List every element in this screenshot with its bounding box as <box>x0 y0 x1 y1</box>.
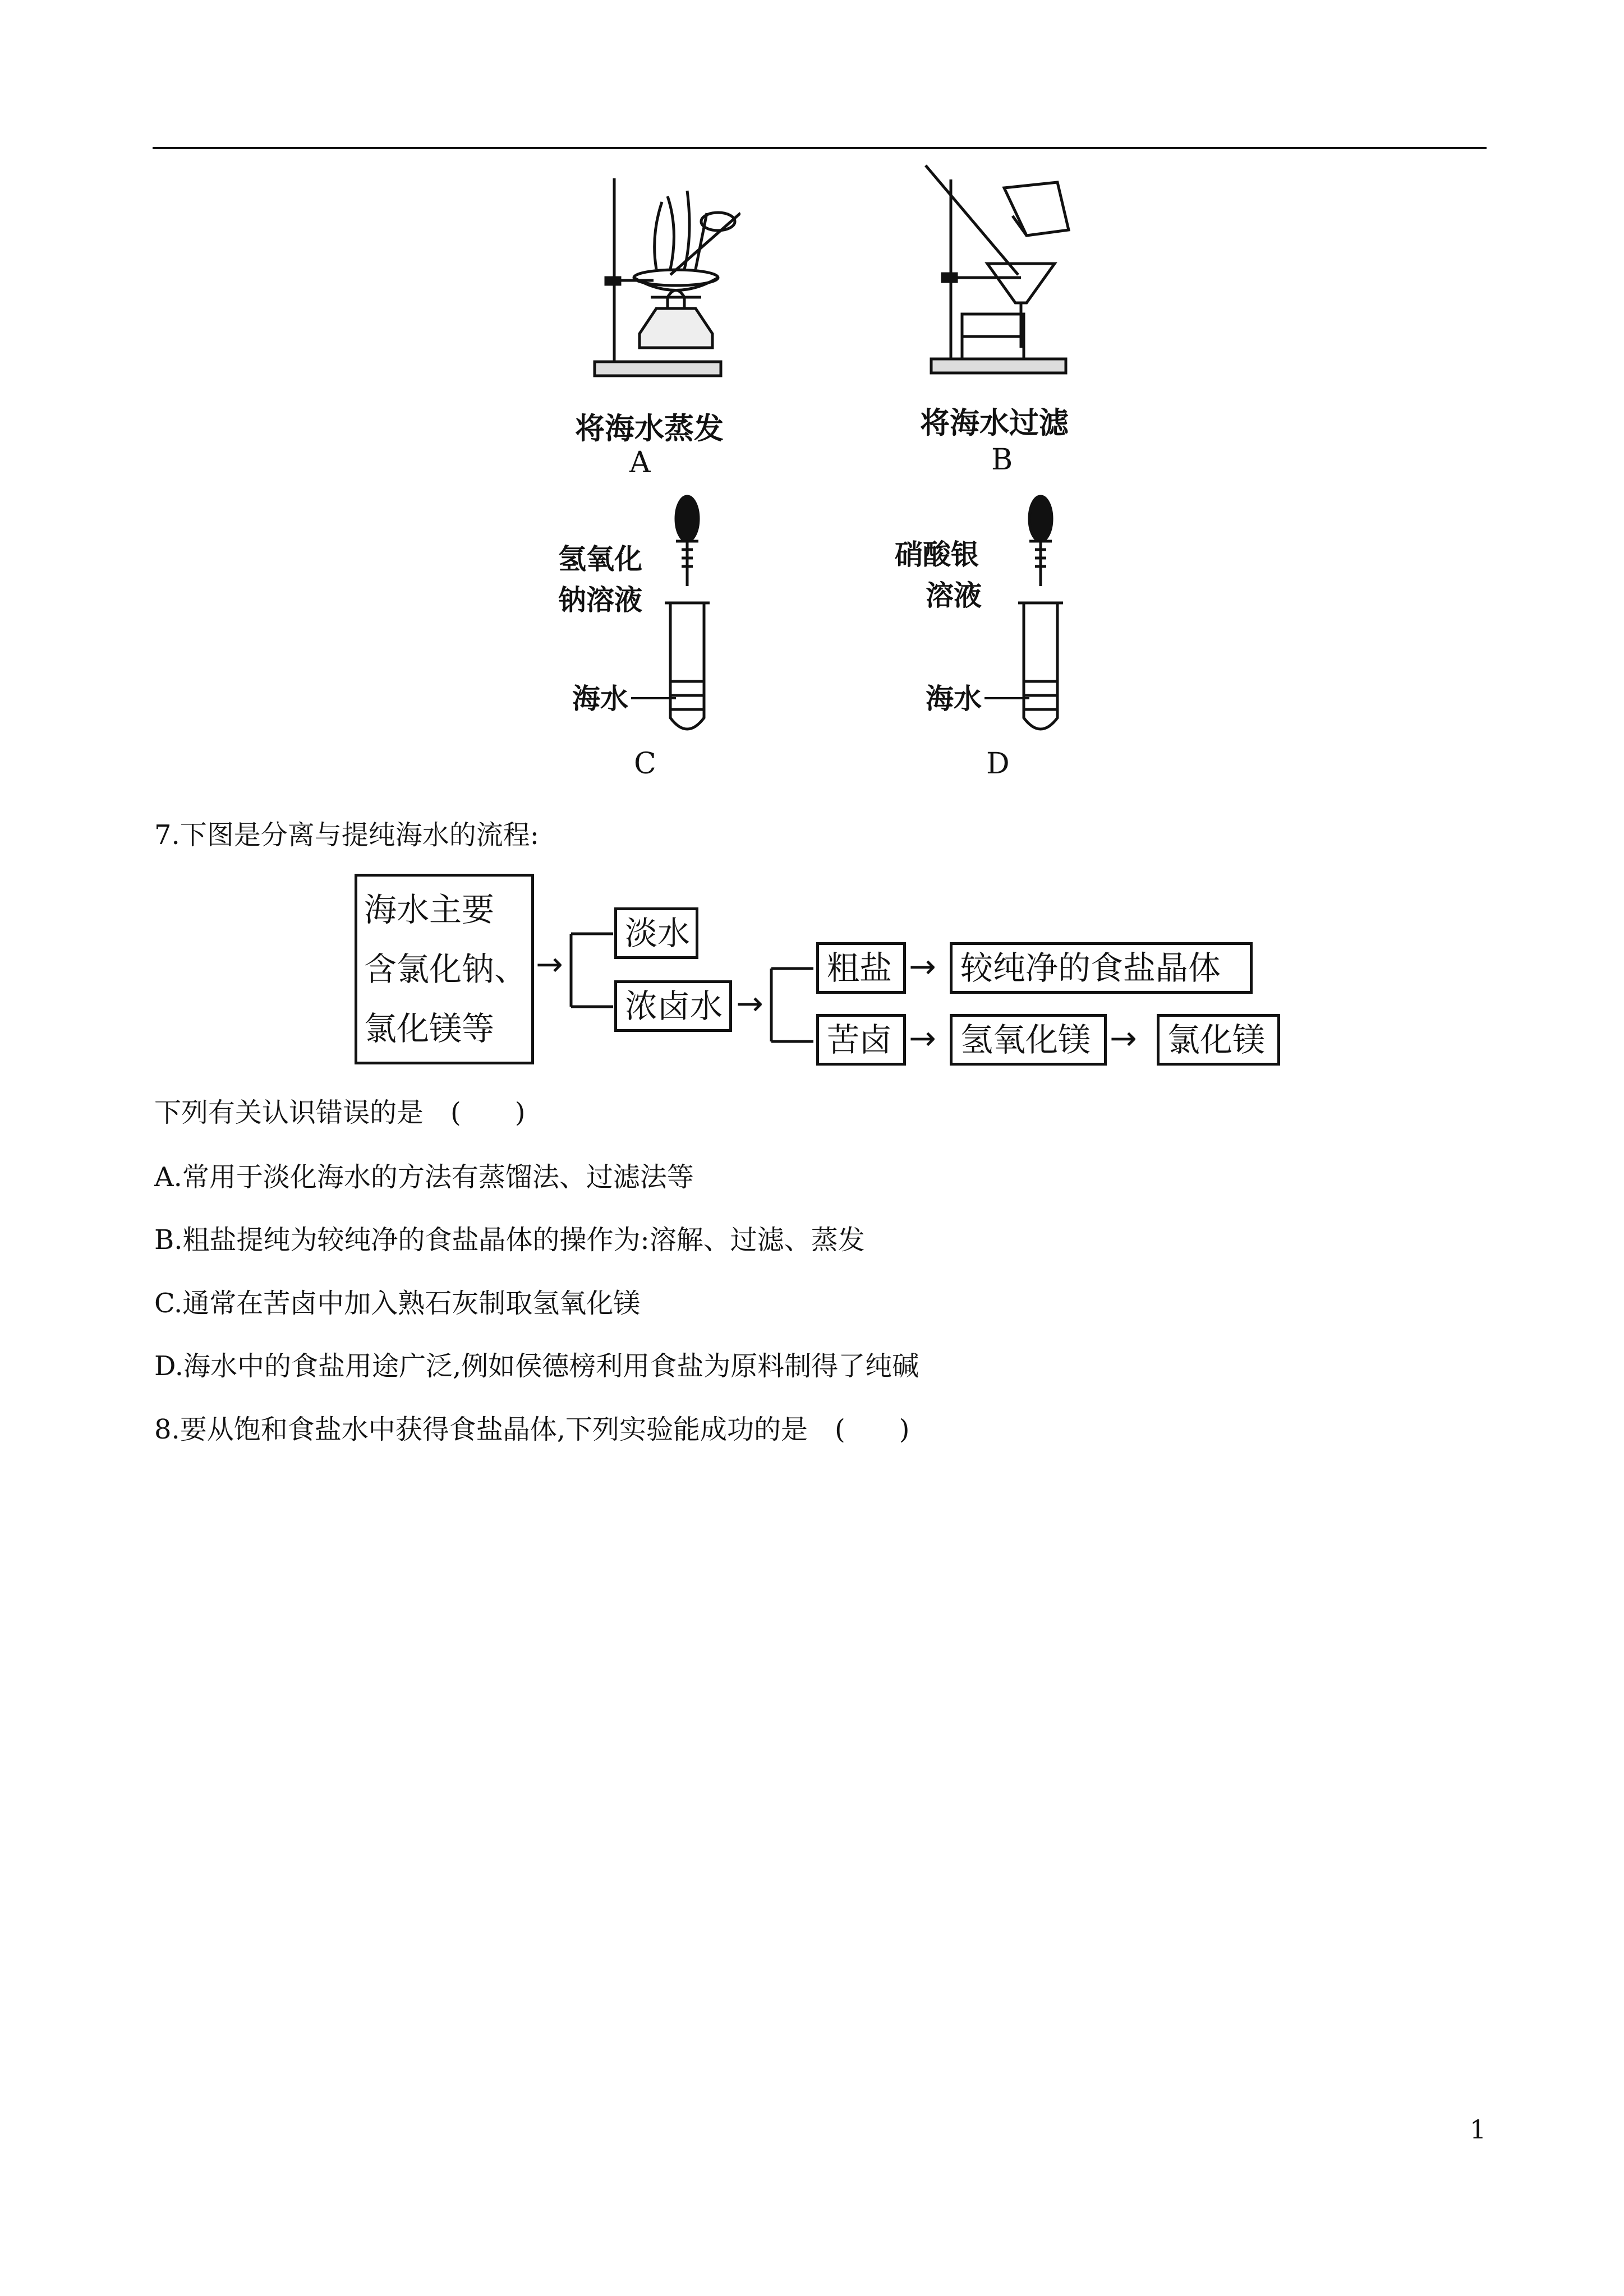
flow-source-box <box>355 874 534 1064</box>
figure-d-reagent-line1: 硝酸银 <box>895 538 979 571</box>
flow-brine-label: 浓卤水 <box>625 987 723 1025</box>
filtration-apparatus-figure <box>920 163 1111 381</box>
figure-b-letter: B <box>991 443 1013 477</box>
page-number: 1 <box>1470 2114 1487 2145</box>
figure-c-reagent-line2: 钠溶液 <box>558 584 642 616</box>
flow-arrow-1: → <box>536 945 563 983</box>
figure-c-reagent-line1: 氢氧化 <box>558 543 642 575</box>
flow-pure-salt-label: 较纯净的食盐晶体 <box>960 949 1221 987</box>
agno3-test-tube-figure <box>1015 494 1066 740</box>
figure-c-liquid-pointer <box>631 695 676 701</box>
figure-d-reagent-line2: 溶液 <box>926 579 982 612</box>
flow-pure-salt-box <box>950 942 1253 994</box>
flow-arrow-2: → <box>736 984 763 1022</box>
flow-crude-salt-box <box>816 942 906 994</box>
flow-fresh-water-label: 淡水 <box>625 914 691 952</box>
q7-option-a: A.常用于淡化海水的方法有蒸馏法、过滤法等 <box>154 1161 694 1193</box>
figure-b-caption: 将海水过滤 <box>920 406 1069 440</box>
flow-mg-hydroxide-label: 氢氧化镁 <box>960 1021 1091 1059</box>
q7-option-b: B.粗盐提纯为较纯净的食盐晶体的操作为:溶解、过滤、蒸发 <box>154 1224 865 1256</box>
flow-crude-salt-label: 粗盐 <box>827 949 892 987</box>
flow-arrow-5: → <box>1110 1019 1137 1057</box>
flow-source-line1: 海水主要 <box>364 891 495 929</box>
figure-c-letter: C <box>634 747 656 781</box>
flow-bittern-label: 苦卤 <box>827 1021 892 1059</box>
flow-arrow-4: → <box>909 1019 936 1057</box>
figure-a-caption: 将海水蒸发 <box>575 412 724 446</box>
naoh-test-tube-figure <box>662 494 712 740</box>
header-rule <box>153 147 1487 149</box>
q7-stem: 7.下图是分离与提纯海水的流程: <box>154 819 539 851</box>
flow-brine-box <box>614 980 732 1032</box>
figure-c-liquid-label: 海水 <box>572 683 628 715</box>
flow-branch-1 <box>569 931 614 1009</box>
flow-mg-hydroxide-box <box>950 1014 1107 1066</box>
figure-d-liquid-pointer <box>984 695 1029 701</box>
flow-arrow-3: → <box>909 947 936 985</box>
figure-d-liquid-label: 海水 <box>926 683 982 715</box>
flow-bittern-box <box>816 1014 906 1066</box>
flow-mg-chloride-label: 氯化镁 <box>1167 1021 1266 1059</box>
flow-fresh-water-box <box>614 907 698 959</box>
q7-prompt: 下列有关认识错误的是 ( ) <box>154 1097 526 1128</box>
flow-source-line3: 氯化镁等 <box>364 1009 495 1048</box>
flow-mg-chloride-box <box>1157 1014 1280 1066</box>
flow-branch-2 <box>770 966 815 1044</box>
q7-option-d: D.海水中的食盐用途广泛,例如侯德榜利用食盐为原料制得了纯碱 <box>154 1350 919 1382</box>
figure-d-letter: D <box>986 747 1010 781</box>
figure-a-letter: A <box>629 446 651 480</box>
flow-source-line2: 含氯化钠、 <box>364 950 527 988</box>
evaporation-apparatus-figure <box>572 168 740 387</box>
q8-stem: 8.要从饱和食盐水中获得食盐晶体,下列实验能成功的是 ( ) <box>154 1414 910 1445</box>
q7-option-c: C.通常在苦卤中加入熟石灰制取氢氧化镁 <box>154 1288 641 1319</box>
